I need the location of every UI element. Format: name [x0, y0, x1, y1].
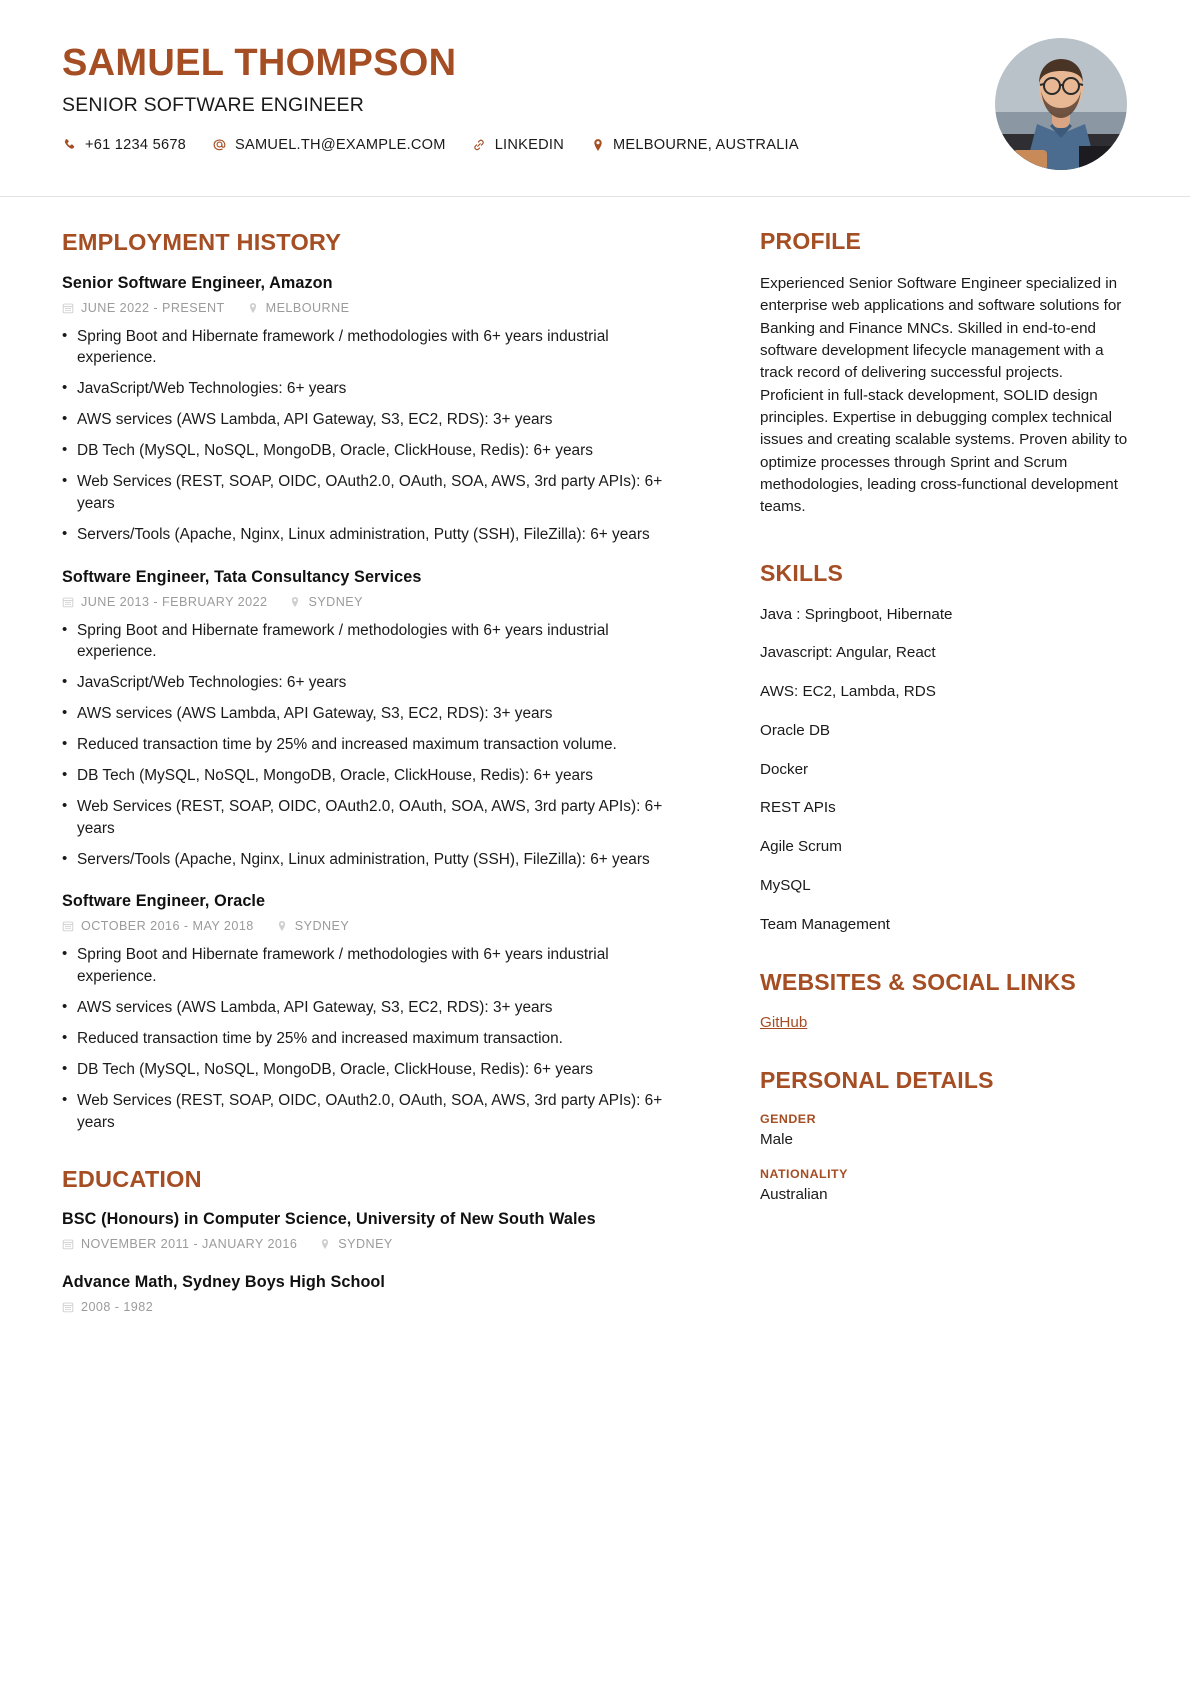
- section-heading-employment: EMPLOYMENT HISTORY: [62, 229, 342, 255]
- location-pin-icon: [276, 920, 288, 932]
- list-item: • Reduced transaction time by 25% and increased maximum transaction volume.: [62, 734, 680, 756]
- employment-dates-text: JUNE 2013 - FEBRUARY 2022: [81, 594, 268, 609]
- employment-dates: [62, 919, 254, 933]
- list-item: • Web Services (REST, SOAP, OIDC, OAuth2.0, OAuth, SOA, AWS, 3rd party APIs): 6+ years: [62, 796, 680, 840]
- calendar-icon: [62, 920, 74, 932]
- list-item: • Web Services (REST, SOAP, OIDC, OAuth2.0, OAuth, SOA, AWS, 3rd party APIs): 6+ years: [62, 471, 680, 515]
- employment-meta: [62, 301, 680, 315]
- websites-social-links-section: [760, 968, 1130, 1032]
- list-item: Java : Springboot, Hibernate: [760, 605, 953, 623]
- list-item: • DB Tech (MySQL, NoSQL, MongoDB, Oracle, ClickHouse, Redis): 6+ years: [62, 440, 680, 462]
- list-item: Javascript: Angular, React: [760, 644, 936, 662]
- education-entry: [62, 1210, 680, 1251]
- employment-location-text: SYDNEY: [308, 594, 363, 609]
- location-pin-icon: [590, 137, 605, 152]
- personal-detail-value: Australian: [760, 1186, 828, 1204]
- profile-section: [760, 227, 1130, 519]
- list-item: • Spring Boot and Hibernate framework / methodologies with 6+ years industrial experience.: [62, 326, 680, 370]
- list-item: Agile Scrum: [760, 838, 842, 856]
- location-pin-icon: [319, 1238, 331, 1250]
- location-pin-icon: [289, 596, 301, 608]
- sidebar-column: [720, 197, 1190, 1360]
- employment-entry: [62, 568, 680, 871]
- list-item: AWS: EC2, Lambda, RDS: [760, 683, 936, 701]
- section-heading-education: EDUCATION: [62, 1165, 202, 1192]
- resume-header: [0, 0, 1190, 197]
- education-degree: BSC (Honours) in Computer Science, University of New South Wales: [62, 1210, 596, 1229]
- page-title: SAMUEL THOMPSON: [62, 42, 457, 84]
- employment-entry: [62, 274, 680, 546]
- calendar-icon: [62, 1301, 74, 1313]
- skills-section: [760, 559, 1130, 935]
- contact-location[interactable]: [590, 137, 799, 153]
- list-item: • AWS services (AWS Lambda, API Gateway, S3, EC2, RDS): 3+ years: [62, 997, 680, 1019]
- job-title: SENIOR SOFTWARE ENGINEER: [62, 93, 365, 116]
- contact-linkedin-text: LINKEDIN: [494, 136, 564, 153]
- list-item: • AWS services (AWS Lambda, API Gateway, S3, EC2, RDS): 3+ years: [62, 703, 680, 725]
- education-dates-text: 2008 - 1982: [81, 1300, 154, 1315]
- section-heading-websites: WEBSITES & SOCIAL LINKS: [760, 969, 1076, 996]
- section-heading-personal-details: PERSONAL DETAILS: [760, 1067, 994, 1094]
- employment-bullets: [62, 326, 680, 546]
- employment-role: Senior Software Engineer, Amazon: [62, 273, 333, 292]
- header-text-block: [62, 38, 799, 153]
- employment-location-text: MELBOURNE: [265, 300, 350, 315]
- list-item: • Web Services (REST, SOAP, OIDC, OAuth2.0, OAuth, SOA, AWS, 3rd party APIs): 6+ years: [62, 1090, 680, 1134]
- education-meta: [62, 1237, 680, 1251]
- education-section: [62, 1164, 680, 1315]
- link-github[interactable]: GitHub: [760, 1014, 808, 1032]
- education-location-text: SYDNEY: [338, 1237, 393, 1252]
- list-item: • JavaScript/Web Technologies: 6+ years: [62, 672, 680, 694]
- section-heading-skills: SKILLS: [760, 559, 843, 586]
- employment-location: [247, 301, 350, 315]
- education-location: [319, 1237, 393, 1251]
- list-item: • Servers/Tools (Apache, Nginx, Linux administration, Putty (SSH), FileZilla): 6+ years: [62, 524, 680, 546]
- personal-detail-label: NATIONALITY: [760, 1167, 848, 1182]
- education-dates: [62, 1237, 297, 1251]
- employment-dates: [62, 595, 267, 609]
- contact-location-text: MELBOURNE, AUSTRALIA: [613, 136, 799, 153]
- contact-phone[interactable]: [62, 137, 186, 153]
- list-item: • DB Tech (MySQL, NoSQL, MongoDB, Oracle, ClickHouse, Redis): 6+ years: [62, 765, 680, 787]
- education-dates: [62, 1300, 153, 1314]
- contact-phone-text: +61 1234 5678: [85, 136, 187, 153]
- list-item: • Servers/Tools (Apache, Nginx, Linux administration, Putty (SSH), FileZilla): 6+ years: [62, 849, 680, 871]
- contact-row: [62, 137, 799, 153]
- personal-details-section: [760, 1066, 1130, 1203]
- list-item: • Spring Boot and Hibernate framework / methodologies with 6+ years industrial experience.: [62, 620, 680, 664]
- list-item: Team Management: [760, 915, 891, 933]
- employment-meta: [62, 595, 680, 609]
- list-item: • Spring Boot and Hibernate framework / methodologies with 6+ years industrial experience.: [62, 944, 680, 988]
- list-item: Oracle DB: [760, 721, 831, 739]
- list-item: MySQL: [760, 876, 811, 894]
- education-degree: Advance Math, Sydney Boys High School: [62, 1273, 386, 1292]
- employment-location: [289, 595, 363, 609]
- education-dates-text: NOVEMBER 2011 - JANUARY 2016: [81, 1237, 298, 1252]
- employment-dates-text: OCTOBER 2016 - MAY 2018: [81, 919, 254, 934]
- list-item: Docker: [760, 760, 809, 778]
- calendar-icon: [62, 596, 74, 608]
- location-pin-icon: [247, 302, 259, 314]
- contact-email[interactable]: [212, 137, 446, 153]
- personal-detail-label: GENDER: [760, 1112, 817, 1127]
- profile-text: Experienced Senior Software Engineer specialized in enterprise web applications and software solutions for Banking and Finance MNCs. Skilled in end-to-end software development lifecycle management with a track record of delivering successful projects. Proficient in full-stack development, SOLID design principles. Expertise in debugging complex technical issues and creating scalable systems. Proven ability to optimize processes through Sprint and Scrum methodologies, leading cross-functional development teams.: [760, 274, 1128, 516]
- avatar: [995, 38, 1127, 170]
- employment-bullets: [62, 620, 680, 871]
- at-icon: [212, 137, 227, 152]
- list-item: • DB Tech (MySQL, NoSQL, MongoDB, Oracle, ClickHouse, Redis): 6+ years: [62, 1059, 680, 1081]
- employment-role: Software Engineer, Oracle: [62, 892, 266, 911]
- contact-email-text: SAMUEL.TH@EXAMPLE.COM: [235, 136, 446, 153]
- employment-dates: [62, 301, 225, 315]
- employment-location-text: SYDNEY: [294, 919, 350, 934]
- employment-entry: [62, 892, 680, 1133]
- employment-role: Software Engineer, Tata Consultancy Services: [62, 567, 422, 586]
- phone-icon: [62, 137, 77, 152]
- list-item: • JavaScript/Web Technologies: 6+ years: [62, 378, 680, 400]
- calendar-icon: [62, 1238, 74, 1250]
- employment-meta: [62, 919, 680, 933]
- main-column: [0, 197, 720, 1360]
- employment-bullets: [62, 944, 680, 1133]
- employment-location: [276, 919, 350, 933]
- list-item: • AWS services (AWS Lambda, API Gateway, S3, EC2, RDS): 3+ years: [62, 409, 680, 431]
- list-item: • Reduced transaction time by 25% and increased maximum transaction.: [62, 1028, 680, 1050]
- resume-body: [0, 197, 1190, 1360]
- personal-detail-value: Male: [760, 1131, 793, 1149]
- education-entry: [62, 1273, 680, 1314]
- link-icon: [472, 137, 487, 152]
- list-item: REST APIs: [760, 799, 836, 817]
- contact-linkedin[interactable]: [472, 137, 564, 153]
- section-heading-profile: PROFILE: [760, 228, 862, 254]
- employment-dates-text: JUNE 2022 - PRESENT: [81, 300, 225, 315]
- calendar-icon: [62, 302, 74, 314]
- employment-history-section: [62, 227, 680, 1134]
- education-meta: [62, 1300, 680, 1314]
